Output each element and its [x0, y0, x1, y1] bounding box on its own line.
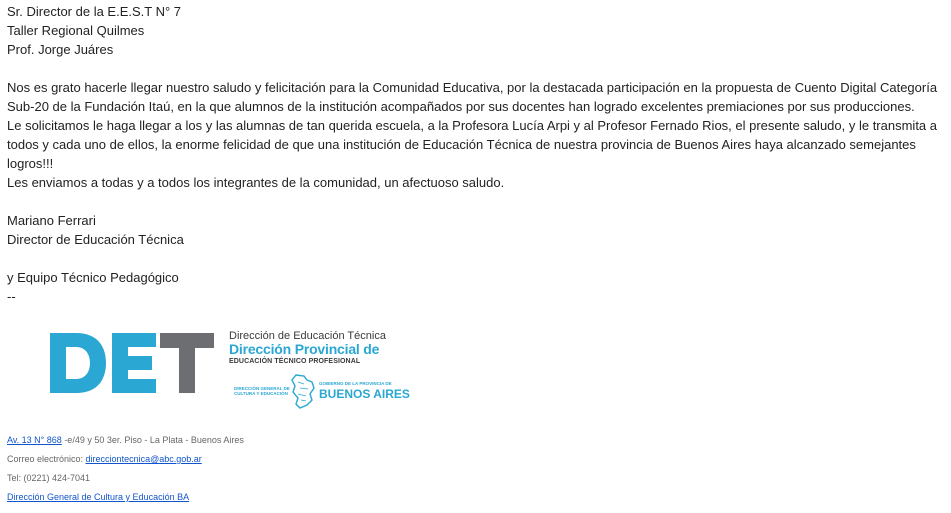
address-text: -e/49 y 50 3er. Piso - La Plata - Buenos Aires [61, 435, 244, 445]
footer-org [7, 488, 244, 507]
address-link[interactable]: Av. 13 N° 868 [7, 435, 62, 445]
gba-seal-title: BUENOS AIRES [319, 387, 410, 401]
dgcye-seal-text: DIRECCIÓN GENERAL DE CULTURA Y EDUCACIÓN [234, 386, 290, 396]
message-paragraph: Les enviamos a todas y a todos los integrantes de la comunidad, un afectuoso saludo. [7, 175, 505, 190]
logo-subtitle: EDUCACIÓN TÉCNICO PROFESIONAL [229, 358, 361, 365]
org-link[interactable]: Dirección General de Cultura y Educación BA [7, 492, 190, 502]
recipient-line: Sr. Director de la E.E.S.T N° 7 [7, 4, 182, 19]
logo-title: Dirección Provincial de [229, 341, 380, 357]
det-letters-logo [46, 331, 216, 395]
signature-role: Director de Educación Técnica [7, 232, 184, 247]
recipient-line: Prof. Jorge Juáres [7, 42, 114, 57]
footer-phone: Tel: (0221) 424-7041 [7, 473, 91, 483]
email-label: Correo electrónico: [7, 454, 86, 464]
det-logo [46, 326, 418, 410]
message-paragraph: Le solicitamos le haga llegar a los y las alumnas de tan querida escuela, a la Profesora Lucía Arpi y al Profesor Fernado Rios, el presente saludo, y le transmita a todos y cada uno de ellos, la enorme felicidad de que una institución de Educación Técnica de nuestra provincia de Buenos Aires haya alcanzado semejantes logros!!! [7, 118, 938, 171]
province-map-icon [290, 374, 316, 415]
email-text [7, 2, 942, 306]
signature-name: Mariano Ferrari [7, 213, 96, 228]
logo-tagline: Dirección de Educación Técnica [229, 330, 386, 342]
signature-separator: -- [7, 289, 16, 304]
email-footer [7, 431, 244, 507]
email-link[interactable]: direcciontecnica@abc.gob.ar [85, 454, 202, 464]
footer-email [7, 450, 244, 469]
signature-team: y Equipo Técnico Pedagógico [7, 270, 179, 285]
gba-seal-caption: GOBIERNO DE LA PROVINCIA DE [319, 381, 392, 386]
footer-address [7, 431, 244, 450]
message-paragraph: Nos es grato hacerle llegar nuestro saludo y felicitación para la Comunidad Educativa, por la destacada participación en la propuesta de Cuento Digital Categoría Sub-20 de la Fundación Itaú, en la que alumnos de la institución acompañados por sus docentes han logrado excelentes premiaciones por sus producciones. [7, 80, 938, 114]
recipient-line: Taller Regional Quilmes [7, 23, 145, 38]
